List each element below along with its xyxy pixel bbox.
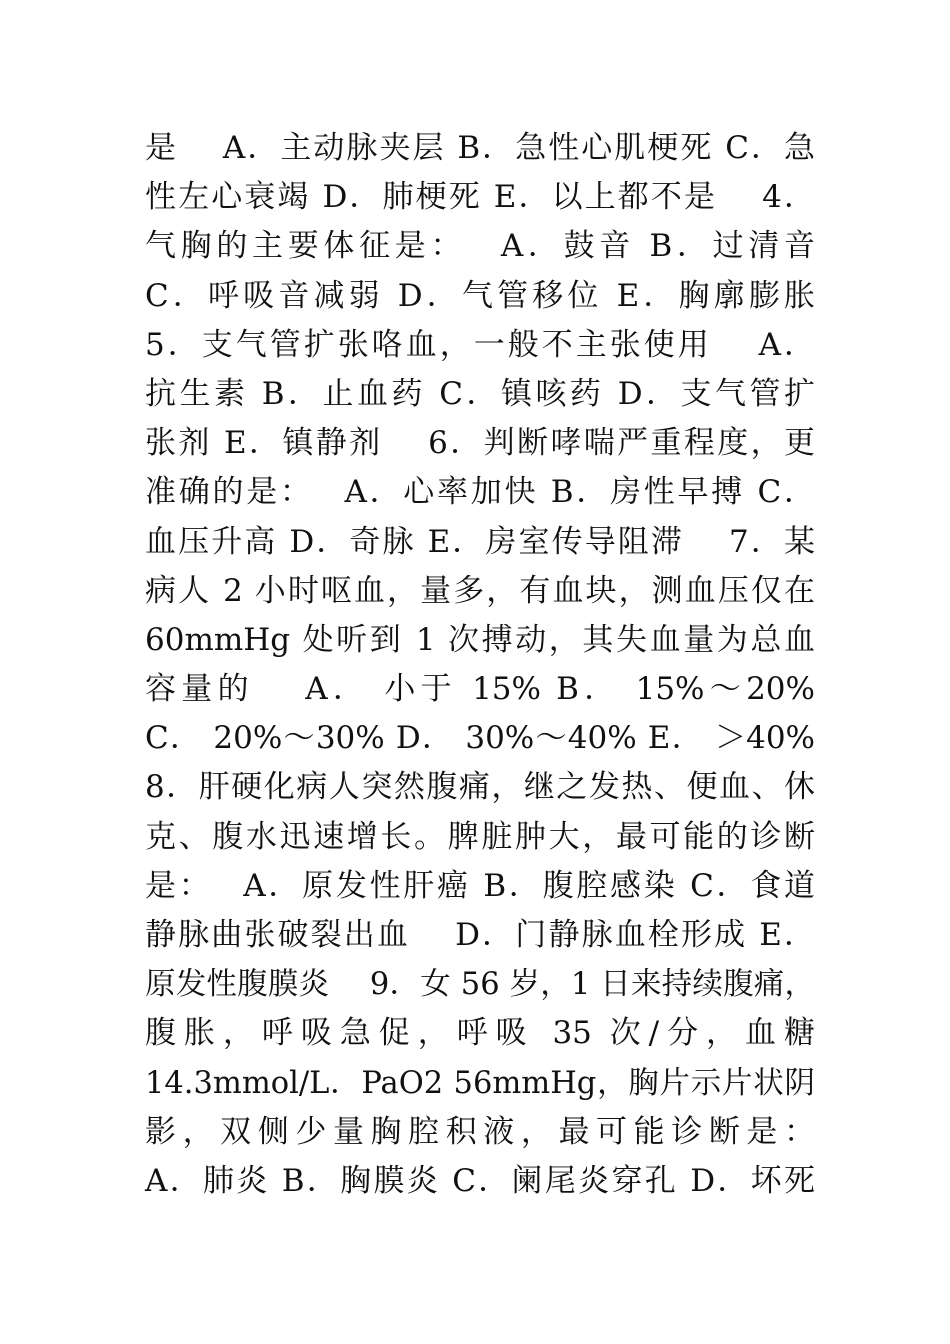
text-line: 抗生素 B．止血药 C．镇咳药 D．支气管扩	[145, 375, 815, 412]
text-line: 原发性腹膜炎 9．女 56 岁，1 日来持续腹痛，	[145, 967, 815, 1003]
text-line: 腹胀，呼吸急促，呼吸 35 次/分，血糖	[145, 1015, 815, 1052]
text-line: 60mmHg 处听到 1 次搏动，其失血量为总血	[145, 621, 815, 658]
text-line: 8．肝硬化病人突然腹痛，继之发热、便血、休	[145, 769, 815, 806]
text-line: 性左心衰竭 D．肺梗死 E．以上都不是 4．	[145, 179, 815, 216]
text-line: 5．支气管扩张咯血，一般不主张使用 A．	[145, 326, 815, 363]
text-line: C．呼吸音减弱 D．气管移位 E．胸廓膨胀	[145, 277, 815, 314]
question-text-block	[145, 124, 815, 1206]
text-line: 静脉曲张破裂出血 D．门静脉血栓形成 E．	[145, 917, 815, 953]
text-line: C． 20%～30% D． 30%～40% E． ＞40%	[145, 720, 815, 757]
text-line: 影，双侧少量胸腔积液，最可能诊断是：	[145, 1113, 815, 1150]
text-line: 是： A．原发性肝癌 B．腹腔感染 C．食道	[145, 867, 815, 904]
text-line: 克、腹水迅速增长。脾脏肿大，最可能的诊断	[145, 818, 815, 855]
text-line: 气胸的主要体征是： A．鼓音 B．过清音	[145, 228, 815, 265]
text-line: 张剂 E．镇静剂 6．判断哮喘严重程度，更	[145, 425, 815, 462]
text-line: A．肺炎 B．胸膜炎 C．阑尾炎穿孔 D．坏死	[145, 1162, 815, 1199]
text-line: 准确的是： A．心率加快 B．房性早搏 C．	[145, 474, 815, 511]
text-line: 14.3mmol/L．PaO2 56mmHg，胸片示片状阴	[145, 1065, 815, 1101]
text-line: 是 A．主动脉夹层 B．急性心肌梗死 C．急	[145, 130, 815, 166]
text-line: 容量的 A． 小于 15% B． 15%～20%	[145, 671, 815, 708]
text-line: 病人 2 小时呕血，量多，有血块，测血压仅在	[145, 572, 815, 609]
text-line: 血压升高 D．奇脉 E．房室传导阻滞 7．某	[145, 523, 815, 560]
